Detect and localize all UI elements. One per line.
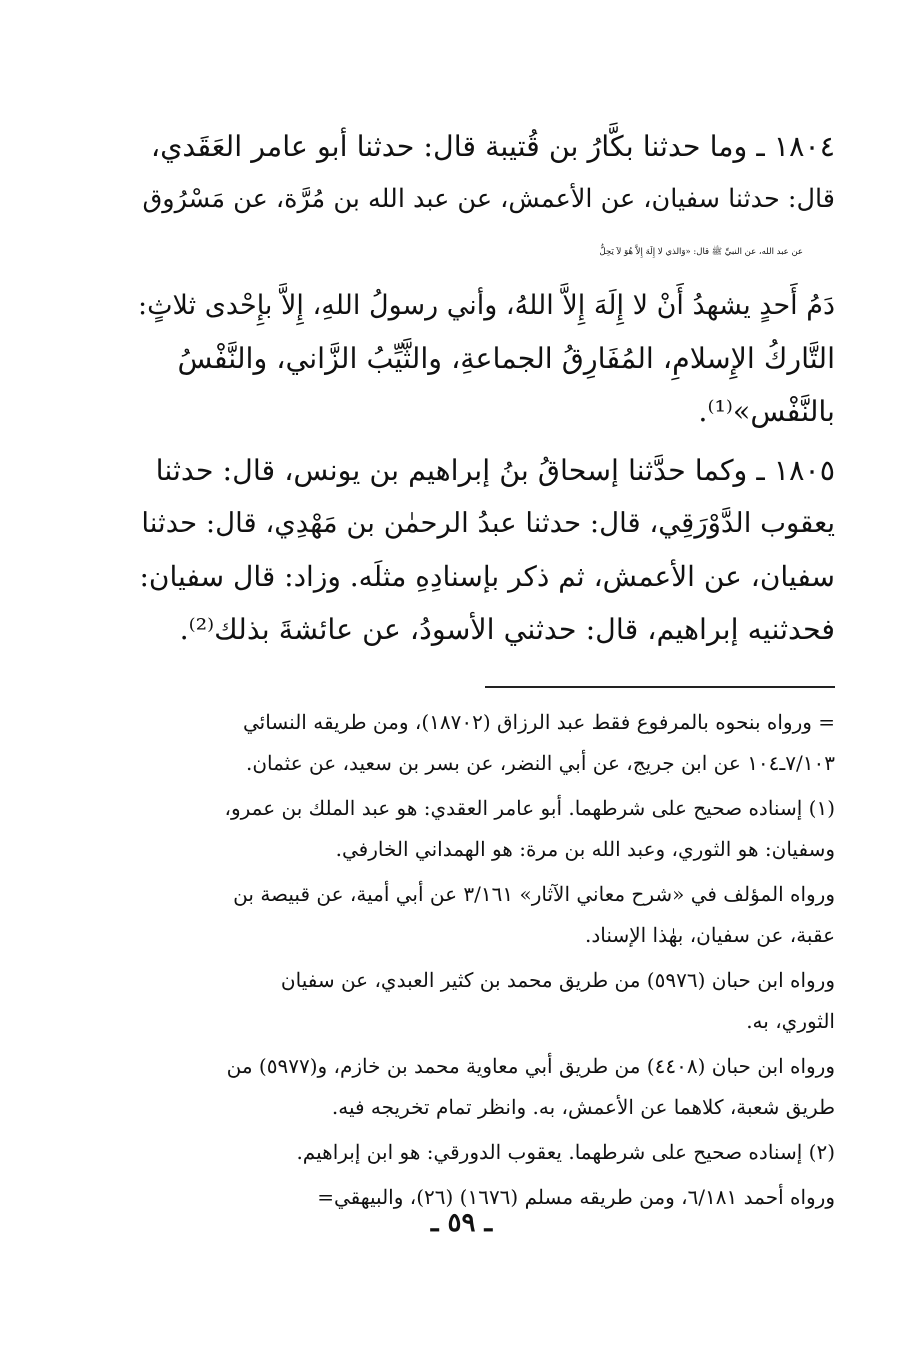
footnote-divider: [485, 686, 835, 688]
hadith-1805: [132, 444, 835, 656]
text-line: التَّاركُ الإِسلامِ، المُفَارِقُ الجماعةِ، والثَّيِّبُ الزَّاني، والنَّفْسُ: [177, 342, 835, 375]
footnote-continuation: [132, 702, 835, 784]
footnote-1-cont-c: [132, 1046, 835, 1128]
footnote-line: طريق شعبة، كلاهما عن الأعمش، به. وانظر تمام تخريجه فيه.: [331, 1095, 835, 1119]
footnote-line: ورواه المؤلف في «شرح معاني الآثار» ٣/١٦١ عن أبي أمية، عن قبيصة بن: [233, 882, 835, 906]
footnote-line: وسفيان: هو الثوري، وعبد الله بن مرة: هو الهمداني الخارفي.: [335, 837, 835, 861]
footnote-line: عقبة، عن سفيان، بهٰذا الإسناد.: [585, 923, 835, 947]
text-line: يعقوب الدَّوْرَقِي، قال: حدثنا عبدُ الرحمٰن بن مَهْدِي، قال: حدثنا: [141, 507, 835, 539]
text-line: ١٨٠٥ ـ وكما حدَّثنا إسحاقُ بنُ إبراهيم بن يونس، قال: حدثنا: [155, 454, 835, 487]
footnote-line: الثوري، به.: [746, 1009, 835, 1033]
text-line: ١٨٠٤ ـ وما حدثنا بكَّارُ بن قُتيبة قال: حدثنا أبو عامر العَقَدي،: [150, 130, 835, 163]
hadith-1804: [132, 120, 835, 438]
footnote-2: [132, 1132, 835, 1173]
footnote-line: ٧/١٠٣ـ١٠٤ عن ابن جريج، عن أبي النضر، عن بسر بن سعيد، عن عثمان.: [245, 751, 835, 775]
footnote-line: (١) إسناده صحيح على شرطهما. أبو عامر العقدي: هو عبد الملك بن عمرو،: [224, 796, 835, 820]
footnote-line: (٢) إسناده صحيح على شرطهما. يعقوب الدورقي: هو ابن إبراهيم.: [296, 1140, 835, 1164]
footnote-1-cont-b: [132, 960, 835, 1042]
footnote-line: ورواه ابن حبان (٥٩٧٦) من طريق محمد بن كثير العبدي، عن سفيان: [280, 968, 835, 992]
page-number: ـ ٥٩ ـ: [430, 1208, 493, 1238]
footnote-1: [132, 788, 835, 870]
text-line: قال: حدثنا سفيان، عن الأعمش، عن عبد الله بن مُرَّة، عن مَسْرُوق: [142, 184, 835, 214]
text-line: فحدثنيه إبراهيم، قال: حدثني الأسودُ، عن عائشةَ بذلك⁽²⁾.: [179, 613, 835, 646]
text-line: سفيان، عن الأعمش، ثم ذكر بإسنادِهِ مثلَه. وزاد: قال سفيان:: [139, 560, 835, 593]
footnote-1-cont-a: [132, 874, 835, 956]
footnote-line: ورواه أحمد ٦/١٨١، ومن طريقه مسلم (١٦٧٦) (٢٦)، والبيهقي=: [317, 1185, 835, 1209]
text-line: عن عبد الله، عن النبيِّ ﷺ قال: «وَالذي لا إِلَهَ إِلاَّ هُوَ لاَ يَحِلُّ: [599, 247, 803, 257]
text-line: دَمُ أَحدٍ يشهدُ أَنْ لا إِلَهَ إِلاَّ اللهُ، وأني رسولُ اللهِ، إِلاَّ بإِحْدى ثلاثٍ:: [137, 290, 835, 321]
footnote-line: ورواه ابن حبان (٤٤٠٨) من طريق أبي معاوية محمد بن خازم، و(٥٩٧٧) من: [226, 1054, 835, 1078]
footnote-line: = ورواه بنحوه بالمرفوع فقط عبد الرزاق (١٨٧٠٢)، ومن طريقه النسائي: [243, 710, 835, 734]
text-line: بالنَّفْس»⁽¹⁾.: [698, 395, 835, 428]
